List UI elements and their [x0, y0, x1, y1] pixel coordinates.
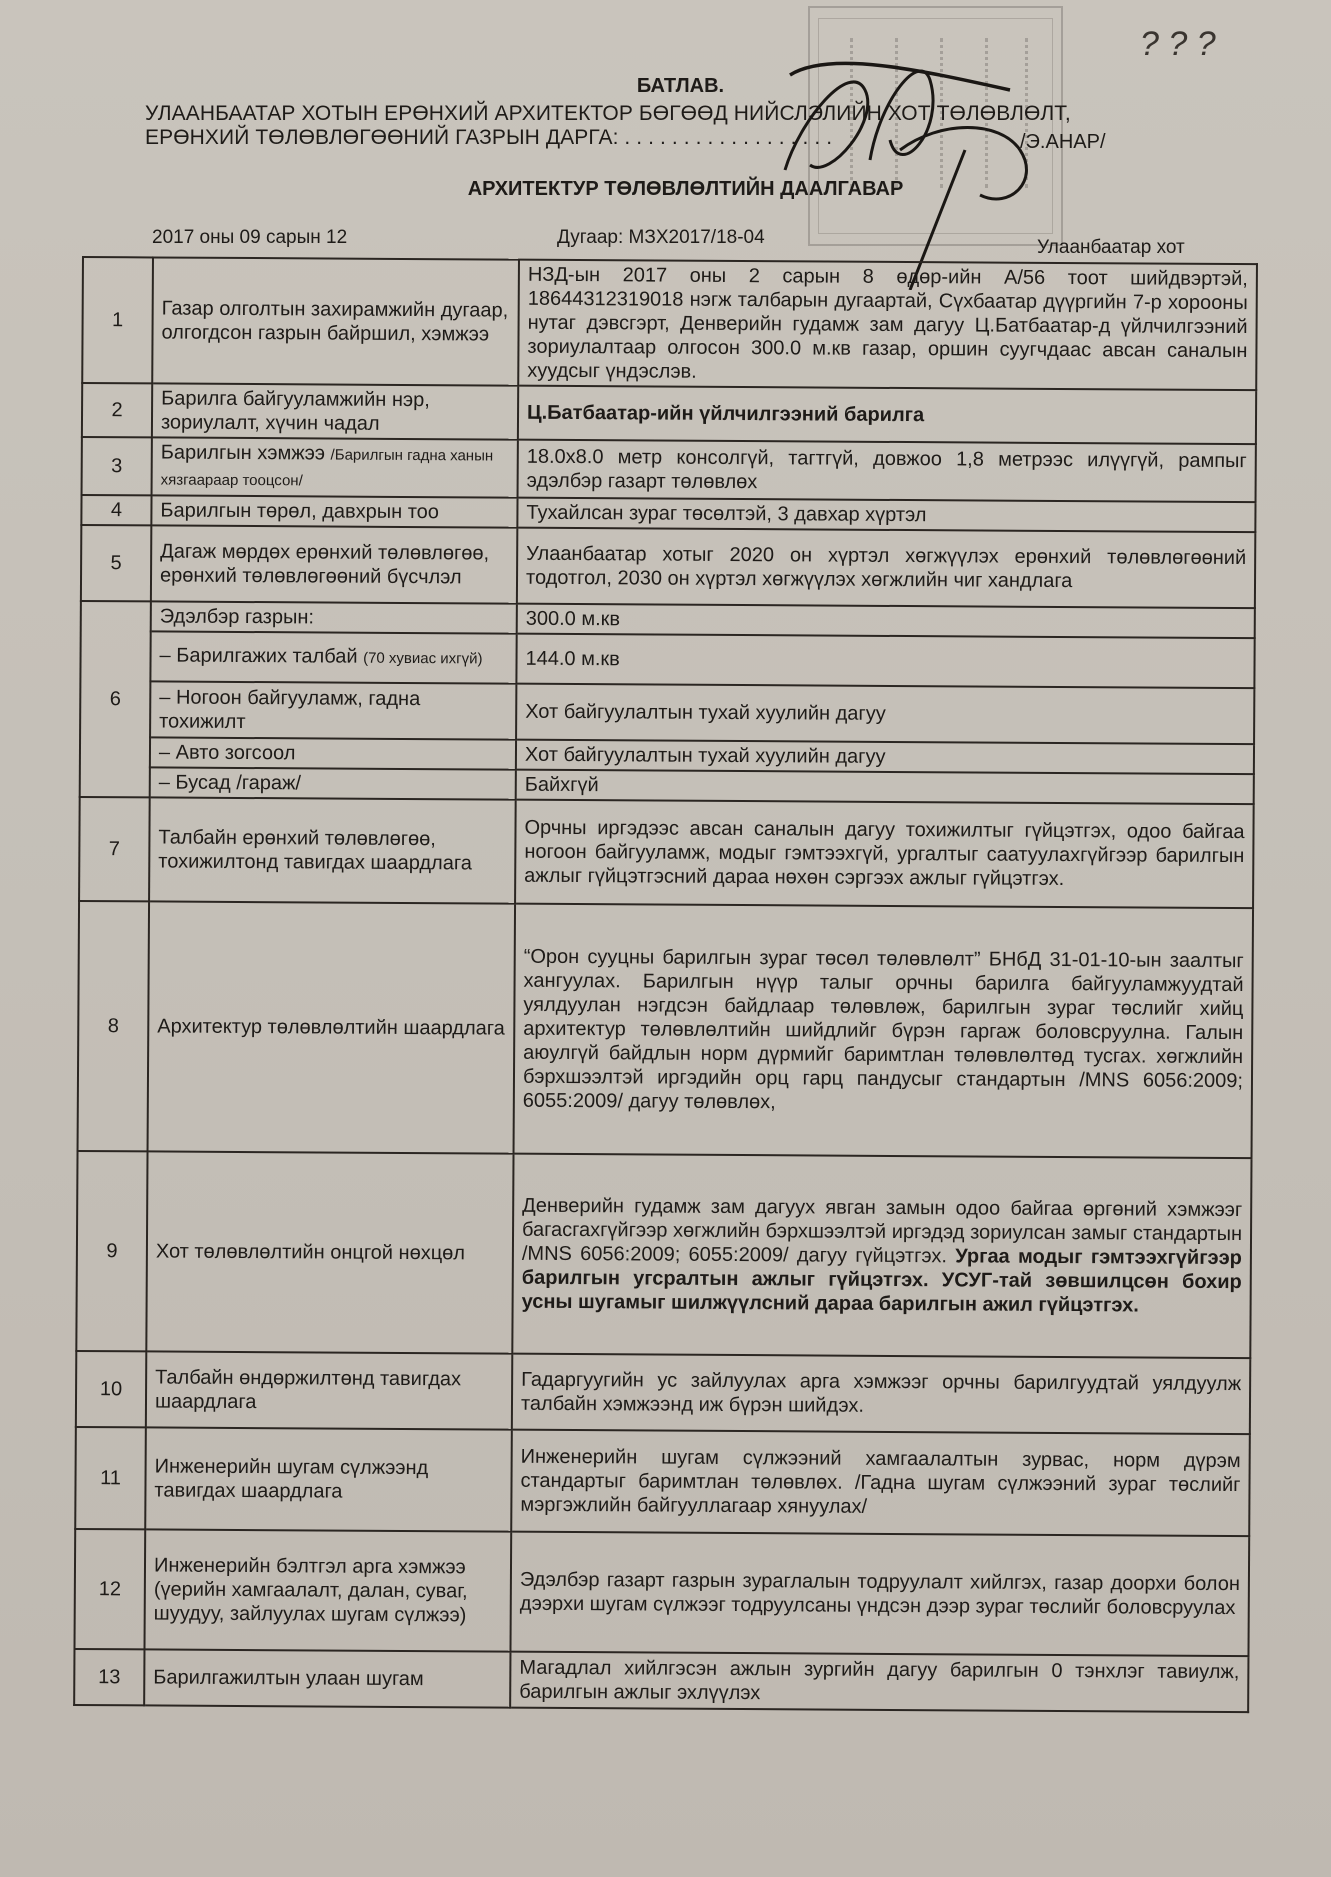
row-sublabel-note: (70 хувиас ихгүй) [363, 649, 483, 668]
table-row [81, 525, 1255, 608]
row-number: 7 [79, 797, 150, 901]
document-city: Улаанбаатар хот [1037, 237, 1185, 258]
row-label: Газар олголтын захирамжийн дугаар, олгогдсон газрын байршил, хэмжээ [152, 257, 519, 385]
row-number: 10 [76, 1351, 146, 1427]
row-label: Хот төлөвлөлтийн онцгой нөхцөл [146, 1151, 513, 1353]
row-subvalue: 144.0 м.кв [516, 634, 1254, 689]
row-value: Улаанбаатар хотыг 2020 он хүртэл хөгжүүлэх ерөнхий төлөвлөгөөний тодотгол, 2030 он хүртэл хөгжүүлэх хөгжлийн чиг хандлага [517, 528, 1255, 609]
table-row [80, 631, 1254, 688]
table-row [76, 1351, 1250, 1434]
row-number: 12 [74, 1529, 145, 1649]
table-row [75, 1427, 1250, 1536]
row-number: 3 [82, 437, 152, 495]
document-number: Дугаар: МЗХ2017/18-04 [557, 227, 765, 248]
row-value: 18.0х8.0 метр консолгүй, тагтгүй, довжоо 1,8 метрээс илүүгүй, рампыг эдэлбэр газарт төлөвлөх [518, 440, 1256, 503]
row-sublabel: – Бусад /гараж/ [150, 767, 516, 799]
row-label-note: /Барилгын гадна ханын хязгаараар тооцсон/ [160, 446, 494, 490]
approver-position-line-1: УЛААНБААТАР ХОТЫН ЕРӨНХИЙ АРХИТЕКТОР БӨГӨӨД НИЙСЛЭЛИЙН ХОТ ТӨЛӨВЛӨЛТ, [145, 102, 1071, 125]
row-number: 5 [81, 525, 151, 601]
row-value-emphasis: Ургаа модыг гэмтээхгүйгээр барилгын угсралтын ажлыг гүйцэтгэх. УСУГ-тай зөвшилцсөн бохир усны шугамыг шилжүүлсний дараа барилгын ажил гүйцэтгэх. [521, 1245, 1242, 1317]
row-label: Талбайн ерөнхий төлөвлөгөө, тохижилтонд тавигдах шаардлага [149, 797, 516, 903]
row-number: 2 [82, 383, 152, 437]
table-row [78, 901, 1254, 1158]
row-value: “Орон сууцны барилгын зураг төсөл төлөвлөлт” БНбД 31-01-10-ын заалтыг хангуулах. Барилгын нүүр талыг орчны барилга байгууламжуудтай уялдуулан нэгдсэн байдлаар төлөвлөж, барилгын зураг төслийг хийц архитектур төлөвлөлтийн шийдлийг бүрэн гаргаж боловсруулна. Галын аюулгүй байдлын норм дүрмийг баримтлан төлөвлөлтөд тусгах. хөгжлийн бэрхшээлтэй иргэдийн орц гарц пандусыг стандартын /MNS 6056:2009; 6055:2009/ дагуу төлөвлөх, [514, 904, 1254, 1159]
row-sublabel-text: – Барилгажих талбай [159, 644, 358, 668]
row-value: Инженерийн шугам сүлжээний хамгаалалтын зурвас, норм дүрэм стандартыг баримтлан төлөвлөх. /Гадна шугам сүлжээний зураг төслийг мэргэжлийн байгууллагаар хянуулах/ [511, 1430, 1250, 1537]
row-subvalue: Хот байгуулалтын тухай хуулийн дагуу [516, 740, 1254, 775]
row-number: 11 [75, 1427, 146, 1529]
row-subvalue: 300.0 м.кв [517, 604, 1255, 639]
row-value: Гадаргуугийн ус зайлуулах арга хэмжээг орчны барилгуудтай уялдуулж талбайн хэмжээнд иж бүрэн шийдэх. [512, 1354, 1250, 1435]
task-table [73, 256, 1258, 1713]
row-sublabel: Эдэлбэр газрын: [151, 601, 517, 633]
row-label: Инженерийн шугам сүлжээнд тавигдах шаардлага [145, 1427, 512, 1531]
row-value: НЗД-ын 2017 оны 2 сарын 8 өдөр-ийн А/56 тоот шийдвэртэй, 18644312319018 нэгж талбарын дугаартай, Сүхбаатар дүүргийн 7-р хорооны нутаг дэвсгэрт, Денверийн гудамж зам дагуу Ц.Батбаатар-д үйлчилгээний зориулалтаар олгосон 300.0 м.кв газар, оршин суугчдаас авсан саналын хуудсыг үндэслэв. [518, 260, 1257, 391]
row-number: 4 [81, 495, 151, 525]
table-row [74, 1529, 1249, 1656]
row-sublabel: – Авто зогсоол [150, 737, 516, 769]
row-label: Барилга байгууламжийн нэр, зориулалт, хүчин чадал [152, 383, 518, 439]
table-row [74, 1649, 1248, 1712]
table-row [82, 437, 1256, 502]
row-value-text: Денверийн гудамж зам дагуух явган замын одоо байгаа өргөний хэмжээг багасгахгүйгээр хөгжлийн бэрхшээлтэй иргэдэд зориулсан замыг стандартын /MNS 6056:2009; 6055:2009/ дагуу гүйцэтгэх. [521, 1194, 1243, 1268]
row-value [512, 1154, 1251, 1359]
row-label: Архитектур төлөвлөлтийн шаардлага [148, 901, 516, 1153]
row-sublabel: – Ногоон байгууламж, гадна тохижилт [150, 681, 516, 739]
row-value: Орчны иргэдээс авсан саналын дагуу тохижилтыг гүйцэтгэх, одоо байгаа ногоон байгууламж, модыг гэмтээхгүй, ургалтыг саатуулахгүйгээр барилгын ажлыг гүйцэтгэсний дараа нөхөн сэргээх ажлыг гүйцэтгэх. [515, 800, 1254, 909]
official-stamp [808, 6, 1063, 246]
table-row [76, 1151, 1251, 1358]
row-label: Талбайн өндөржилтөнд тавигдах шаардлага [146, 1351, 512, 1429]
table-row [82, 383, 1256, 444]
row-number: 9 [76, 1151, 147, 1351]
row-label-text: Барилгын хэмжээ [160, 441, 326, 465]
row-value: Тухайлсан зураг төсөлтэй, 3 давхар хүртэл [517, 498, 1255, 533]
row-sublabel [150, 631, 516, 683]
approve-title: БАТЛАВ. [636, 75, 725, 97]
table-row [79, 797, 1254, 908]
row-label: Дагаж мөрдөх ерөнхий төлөвлөгөө, ерөнхий төлөвлөгөөний бүсчлэл [151, 525, 517, 603]
row-label: Инженерийн бэлтгэл арга хэмжээ (үерийн хамгаалалт, далан, суваг, шуудуу, зайлуулах шугам сүлжээ) [144, 1529, 511, 1651]
table-row [82, 257, 1257, 390]
row-subvalue: Хот байгуулалтын тухай хуулийн дагуу [516, 684, 1254, 745]
approver-position-line-2: ЕРӨНХИЙ ТӨЛӨВЛӨГӨӨНИЙ ГАЗРЫН ДАРГА: . . . . . . . . . . . . . . . . . . [145, 126, 833, 149]
row-label [152, 437, 518, 497]
row-number: 8 [78, 901, 150, 1151]
row-value: Ц.Батбаатар-ийн үйлчилгээний барилга [518, 386, 1256, 445]
approver-name: /Э.АНАР/ [1020, 131, 1106, 153]
row-label: Барилгажилтын улаан шугам [144, 1649, 510, 1707]
row-number: 13 [74, 1649, 144, 1705]
row-subvalue: Байхгүй [516, 770, 1254, 805]
document-date: 2017 оны 09 сарын 12 [152, 227, 348, 248]
handwritten-corner-mark: ? ? ? [1140, 25, 1216, 63]
document-title: АРХИТЕКТУР ТӨЛӨВЛӨЛТИЙН ДААЛГАВАР [467, 178, 904, 200]
row-value: Магадлал хийлгэсэн ажлын зургийн дагуу барилгын 0 тэнхлэг тавиулж, барилгын ажлыг эхлүүлэх [510, 1652, 1248, 1713]
row-number: 6 [80, 601, 151, 797]
row-label: Барилгын төрөл, давхрын тоо [151, 495, 517, 527]
row-value: Эдэлбэр газарт газрын зураглалын тодруулалт хийлгэх, газар доорхи болон дээрхи шугам сүлжээг тодруулсаны үндсэн дээр зураг төслийг боловсруулах [510, 1532, 1249, 1657]
table-row [80, 681, 1254, 744]
row-number: 1 [82, 257, 153, 383]
